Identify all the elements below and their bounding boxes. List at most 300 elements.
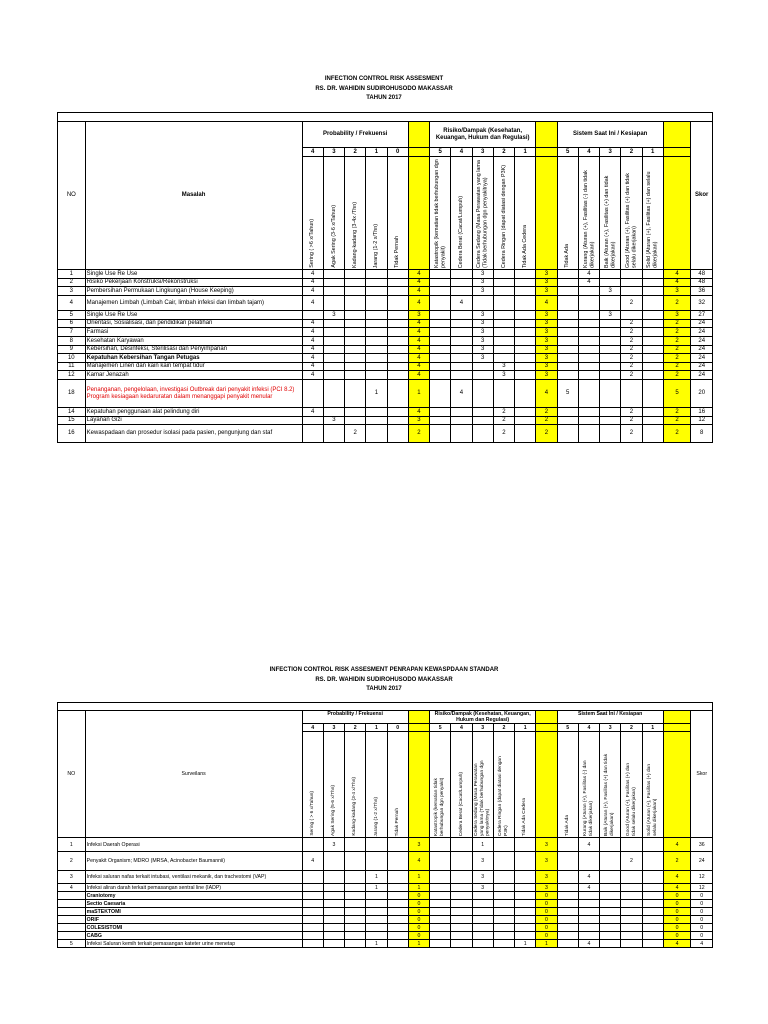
system-value <box>600 924 621 932</box>
risk-total: 3 <box>536 319 557 328</box>
system-value <box>578 328 599 337</box>
probability-value <box>366 852 387 871</box>
row-label: CABG <box>85 932 302 940</box>
probability-value <box>345 295 366 311</box>
row-score: 12 <box>691 884 713 892</box>
risk-value <box>515 354 536 363</box>
table-row <box>58 380 713 408</box>
criteria-label-cell <box>366 157 387 270</box>
system-total: 3 <box>663 287 691 296</box>
system-value <box>578 900 599 908</box>
risk-value <box>430 337 451 346</box>
risk-value <box>451 371 472 380</box>
risk-total: 3 <box>536 371 557 380</box>
criteria-label-cell <box>557 157 578 270</box>
system-value <box>600 270 621 279</box>
table-row <box>58 892 713 900</box>
risk-value <box>493 337 514 346</box>
row-label: Manajemen Linen dan kain kain tempat tidur <box>85 362 302 371</box>
probability-value <box>302 932 323 940</box>
probability-value <box>345 416 366 425</box>
row-label: Sectio Caesaria <box>85 900 302 908</box>
row-score: 12 <box>691 416 713 425</box>
probability-total: 0 <box>408 908 429 916</box>
table-row <box>58 416 713 425</box>
row-number: 4 <box>58 295 86 311</box>
risk-value <box>451 416 472 425</box>
system-value <box>621 380 642 408</box>
system-value <box>642 416 663 425</box>
probability-total: 4 <box>408 295 429 311</box>
system-total: 0 <box>663 924 691 932</box>
highlight-cell <box>663 732 691 838</box>
probability-value <box>345 852 366 871</box>
probability-total: 3 <box>408 311 429 320</box>
highlight-cell <box>663 148 691 157</box>
row-number: 18 <box>58 380 86 408</box>
system-value <box>557 328 578 337</box>
risk-total: 0 <box>536 892 557 900</box>
probability-value: 2 <box>345 425 366 443</box>
row-number: 5 <box>58 311 86 320</box>
criteria-label-cell <box>621 732 642 838</box>
system-value <box>600 337 621 346</box>
system-value <box>578 916 599 924</box>
row-score: 8 <box>691 425 713 443</box>
system-value <box>557 924 578 932</box>
row-number <box>58 900 86 908</box>
probability-value <box>366 408 387 417</box>
probability-value <box>323 916 344 924</box>
system-value <box>642 908 663 916</box>
probability-value <box>345 932 366 940</box>
system-total: 0 <box>663 908 691 916</box>
risk-value <box>430 908 451 916</box>
header-highlight <box>536 711 557 724</box>
criteria-label: Baik (Aturan (+), Fasilitas (+) dan tidak dikerjakan) <box>603 175 617 268</box>
system-value <box>578 425 599 443</box>
score-level: 5 <box>430 724 451 732</box>
probability-value <box>387 337 408 346</box>
probability-value <box>387 932 408 940</box>
risk-value <box>515 295 536 311</box>
row-label: Kesehatan Karyawan <box>85 337 302 346</box>
probability-value: 1 <box>366 380 387 408</box>
system-value <box>642 838 663 852</box>
system-value <box>600 932 621 940</box>
row-number: 3 <box>58 287 86 296</box>
risk-total: 3 <box>536 287 557 296</box>
system-total: 4 <box>663 270 691 279</box>
risk-value <box>430 425 451 443</box>
table-row <box>58 319 713 328</box>
risk-value <box>472 408 493 417</box>
probability-value <box>323 900 344 908</box>
table-row <box>58 908 713 916</box>
criteria-label-cell <box>515 732 536 838</box>
criteria-label: Kadang-kadang (3-4 x/Thn) <box>352 777 358 836</box>
system-total: 2 <box>663 354 691 363</box>
risk-value <box>430 416 451 425</box>
system-value <box>621 892 642 900</box>
probability-value <box>323 295 344 311</box>
criteria-label-cell <box>621 157 642 270</box>
system-total: 2 <box>663 362 691 371</box>
risk-value: 3 <box>472 319 493 328</box>
risk-value <box>451 916 472 924</box>
probability-value <box>345 278 366 287</box>
row-label: Orientasi, Sosialisasi, dan pendidikan pelatihan <box>85 319 302 328</box>
probability-value <box>345 884 366 892</box>
probability-value <box>323 871 344 884</box>
probability-total: 0 <box>408 892 429 900</box>
risk-value <box>451 408 472 417</box>
probability-value: 4 <box>302 371 323 380</box>
system-value <box>557 319 578 328</box>
table-row <box>58 362 713 371</box>
system-value: 2 <box>621 852 642 871</box>
system-value <box>642 287 663 296</box>
system-value: 2 <box>621 319 642 328</box>
table-row <box>58 900 713 908</box>
probability-total: 4 <box>408 270 429 279</box>
risk-value <box>493 838 514 852</box>
risk-value <box>451 940 472 948</box>
probability-total: 1 <box>408 380 429 408</box>
risk-total: 0 <box>536 932 557 940</box>
probability-value <box>323 354 344 363</box>
system-value <box>642 328 663 337</box>
system-value <box>642 900 663 908</box>
highlight-cell <box>408 724 429 732</box>
header-highlight <box>408 122 429 148</box>
risk-value <box>430 884 451 892</box>
row-number: 10 <box>58 354 86 363</box>
probability-total: 4 <box>408 287 429 296</box>
criteria-label-cell <box>472 732 493 838</box>
table-row <box>58 884 713 892</box>
risk-value <box>430 287 451 296</box>
row-score: 36 <box>691 838 713 852</box>
score-level: 3 <box>600 724 621 732</box>
risk-value <box>430 916 451 924</box>
risk-value <box>472 425 493 443</box>
probability-total: 2 <box>408 425 429 443</box>
risk-value <box>430 295 451 311</box>
risk-value <box>515 328 536 337</box>
header-surveilans: Surveilans <box>85 711 302 838</box>
probability-value: 4 <box>302 354 323 363</box>
system-total: 2 <box>663 408 691 417</box>
system-total: 4 <box>663 940 691 948</box>
probability-value <box>302 871 323 884</box>
header-sistem: Sistem Saat Ini / Kesiapan <box>557 122 663 148</box>
risk-value <box>515 278 536 287</box>
risk-total: 3 <box>536 270 557 279</box>
highlight-cell <box>663 724 691 732</box>
table-row <box>58 270 713 279</box>
risk-value: 3 <box>472 278 493 287</box>
table-row <box>58 408 713 417</box>
header-probability: Probability / Frekuensi <box>302 711 408 724</box>
system-total: 4 <box>663 871 691 884</box>
probability-value <box>387 416 408 425</box>
probability-value <box>387 371 408 380</box>
risk-value: 3 <box>472 328 493 337</box>
row-score: 27 <box>691 311 713 320</box>
risk-total: 3 <box>536 838 557 852</box>
risk-value <box>472 380 493 408</box>
row-label: Single Use Re Use <box>85 270 302 279</box>
row-label: maSTEKTOMI <box>85 908 302 916</box>
probability-value <box>387 924 408 932</box>
probability-total: 4 <box>408 345 429 354</box>
system-value <box>578 337 599 346</box>
score-level: 5 <box>557 724 578 732</box>
risk-value: 1 <box>472 838 493 852</box>
probability-value <box>345 270 366 279</box>
system-value <box>557 371 578 380</box>
criteria-label-cell <box>557 732 578 838</box>
risk-value <box>451 311 472 320</box>
risk-value <box>430 270 451 279</box>
risk-total: 4 <box>536 380 557 408</box>
system-total: 0 <box>663 916 691 924</box>
table-row <box>58 311 713 320</box>
score-level: 3 <box>472 724 493 732</box>
criteria-label-cell <box>578 157 599 270</box>
system-value <box>578 932 599 940</box>
probability-value <box>366 295 387 311</box>
risk-value <box>493 380 514 408</box>
row-label: ORIF <box>85 916 302 924</box>
risk-total: 3 <box>536 311 557 320</box>
row-label: Craniotomy <box>85 892 302 900</box>
risk-total: 3 <box>536 354 557 363</box>
row-number: 14 <box>58 408 86 417</box>
risk-total: 3 <box>536 362 557 371</box>
row-number: 15 <box>58 416 86 425</box>
probability-value <box>387 270 408 279</box>
probability-value <box>345 916 366 924</box>
row-score: 24 <box>691 362 713 371</box>
risk-value <box>430 852 451 871</box>
risk-value <box>515 345 536 354</box>
risk-value <box>430 371 451 380</box>
risk-total: 0 <box>536 900 557 908</box>
probability-value <box>302 416 323 425</box>
risk-value: 3 <box>493 362 514 371</box>
probability-value <box>302 380 323 408</box>
system-value <box>557 838 578 852</box>
probability-value: 3 <box>323 416 344 425</box>
risk-total: 3 <box>536 278 557 287</box>
risk-value: 4 <box>451 295 472 311</box>
risk-table-1-body <box>58 270 713 443</box>
highlight-cell <box>536 724 557 732</box>
system-value <box>578 908 599 916</box>
row-number: 11 <box>58 362 86 371</box>
score-level: 1 <box>642 148 663 157</box>
system-total: 4 <box>663 838 691 852</box>
row-score: 24 <box>691 852 713 871</box>
table-row <box>58 345 713 354</box>
risk-value: 3 <box>493 371 514 380</box>
system-value <box>642 940 663 948</box>
system-value <box>642 852 663 871</box>
system-value <box>578 295 599 311</box>
probability-value <box>366 900 387 908</box>
criteria-label: Jarang (1-2 x/Thn) <box>373 223 380 268</box>
risk-value <box>515 270 536 279</box>
probability-value <box>366 892 387 900</box>
system-value <box>600 900 621 908</box>
probability-value: 1 <box>366 884 387 892</box>
row-score: 48 <box>691 270 713 279</box>
probability-value <box>366 362 387 371</box>
criteria-label: Good (Aturan (+), Fasilitas (+) dan tidak selalu dikerjakan) <box>625 762 637 836</box>
probability-total: 4 <box>408 362 429 371</box>
system-value <box>578 345 599 354</box>
probability-value <box>302 311 323 320</box>
row-label: Infeksi Daerah Operasi <box>85 838 302 852</box>
risk-value <box>430 311 451 320</box>
row-score: 36 <box>691 287 713 296</box>
header-highlight <box>536 122 557 148</box>
system-value <box>557 295 578 311</box>
criteria-label-cell <box>323 732 344 838</box>
probability-value: 4 <box>302 278 323 287</box>
doc2-title <box>0 666 768 695</box>
criteria-label-cell <box>472 157 493 270</box>
system-value <box>621 932 642 940</box>
system-value <box>578 319 599 328</box>
risk-total: 3 <box>536 871 557 884</box>
risk-value <box>472 892 493 900</box>
risk-total: 2 <box>536 425 557 443</box>
system-value: 2 <box>621 371 642 380</box>
system-value <box>578 892 599 900</box>
system-value <box>621 278 642 287</box>
risk-value <box>515 908 536 916</box>
row-number: 1 <box>58 270 86 279</box>
probability-value <box>387 319 408 328</box>
system-value <box>600 362 621 371</box>
table-row <box>58 916 713 924</box>
system-value <box>621 871 642 884</box>
probability-total: 1 <box>408 884 429 892</box>
risk-value <box>430 408 451 417</box>
score-level: 3 <box>323 724 344 732</box>
probability-value <box>345 892 366 900</box>
system-value <box>642 337 663 346</box>
row-score: 32 <box>691 295 713 311</box>
probability-value <box>387 345 408 354</box>
probability-value <box>345 328 366 337</box>
risk-value <box>493 900 514 908</box>
system-value: 4 <box>578 940 599 948</box>
probability-value <box>323 932 344 940</box>
system-value: 2 <box>621 295 642 311</box>
probability-value <box>387 295 408 311</box>
probability-value <box>323 371 344 380</box>
criteria-label-cell <box>323 157 344 270</box>
system-total: 0 <box>663 892 691 900</box>
row-number: 2 <box>58 278 86 287</box>
probability-value <box>345 362 366 371</box>
risk-value <box>472 416 493 425</box>
criteria-label-cell <box>366 732 387 838</box>
table-row <box>58 278 713 287</box>
system-value <box>642 380 663 408</box>
system-value <box>621 311 642 320</box>
risk-value: 3 <box>472 337 493 346</box>
row-score: 0 <box>691 932 713 940</box>
system-value <box>642 892 663 900</box>
probability-value <box>345 287 366 296</box>
risk-value <box>430 362 451 371</box>
header-probability: Probability / Frekuensi <box>302 122 408 148</box>
table-row <box>58 425 713 443</box>
score-level: 0 <box>387 724 408 732</box>
risk-value <box>515 892 536 900</box>
score-level: 1 <box>642 724 663 732</box>
doc1-title-line: INFECTION CONTROL RISK ASSESMENT <box>324 76 444 82</box>
probability-value <box>366 345 387 354</box>
probability-value <box>345 924 366 932</box>
probability-value <box>302 838 323 852</box>
risk-value <box>451 892 472 900</box>
probability-value <box>323 940 344 948</box>
row-score: 0 <box>691 892 713 900</box>
system-value <box>557 337 578 346</box>
criteria-label-cell <box>302 157 323 270</box>
probability-value <box>345 371 366 380</box>
risk-value <box>493 345 514 354</box>
risk-value <box>493 295 514 311</box>
system-value <box>642 319 663 328</box>
row-label: Farmasi <box>85 328 302 337</box>
risk-value <box>451 287 472 296</box>
system-value: 4 <box>578 270 599 279</box>
probability-value <box>366 932 387 940</box>
criteria-label-cell <box>493 732 514 838</box>
row-label: Pembersihan Permukaan Lingkungan (House Keeping) <box>85 287 302 296</box>
score-level: 4 <box>302 724 323 732</box>
system-total: 0 <box>663 932 691 940</box>
risk-value <box>430 838 451 852</box>
probability-value: 3 <box>323 311 344 320</box>
risk-value <box>493 354 514 363</box>
criteria-label: Cedera Ringan (dapat diatasi dengan P3K) <box>500 164 507 268</box>
system-value <box>600 295 621 311</box>
row-label: Kepatuhan Kebersihan Tangan Petugas <box>85 354 302 363</box>
probability-total: 4 <box>408 278 429 287</box>
risk-value: 3 <box>472 270 493 279</box>
risk-value: 2 <box>493 416 514 425</box>
system-value: 5 <box>557 380 578 408</box>
criteria-label: Agak Sering (5-6 x/Thn) <box>331 785 336 836</box>
system-value <box>557 278 578 287</box>
system-value <box>642 916 663 924</box>
criteria-label-cell <box>302 732 323 838</box>
probability-value <box>387 940 408 948</box>
doc1-title-line: RS. DR. WAHIDIN SUDIROHUSODO MAKASSAR <box>315 85 453 92</box>
table-spacer-row <box>58 703 713 711</box>
row-label: Infeksi aliran darah terkait pemasangan sentral line (IADP) <box>85 884 302 892</box>
system-value <box>557 362 578 371</box>
system-value: 2 <box>621 425 642 443</box>
